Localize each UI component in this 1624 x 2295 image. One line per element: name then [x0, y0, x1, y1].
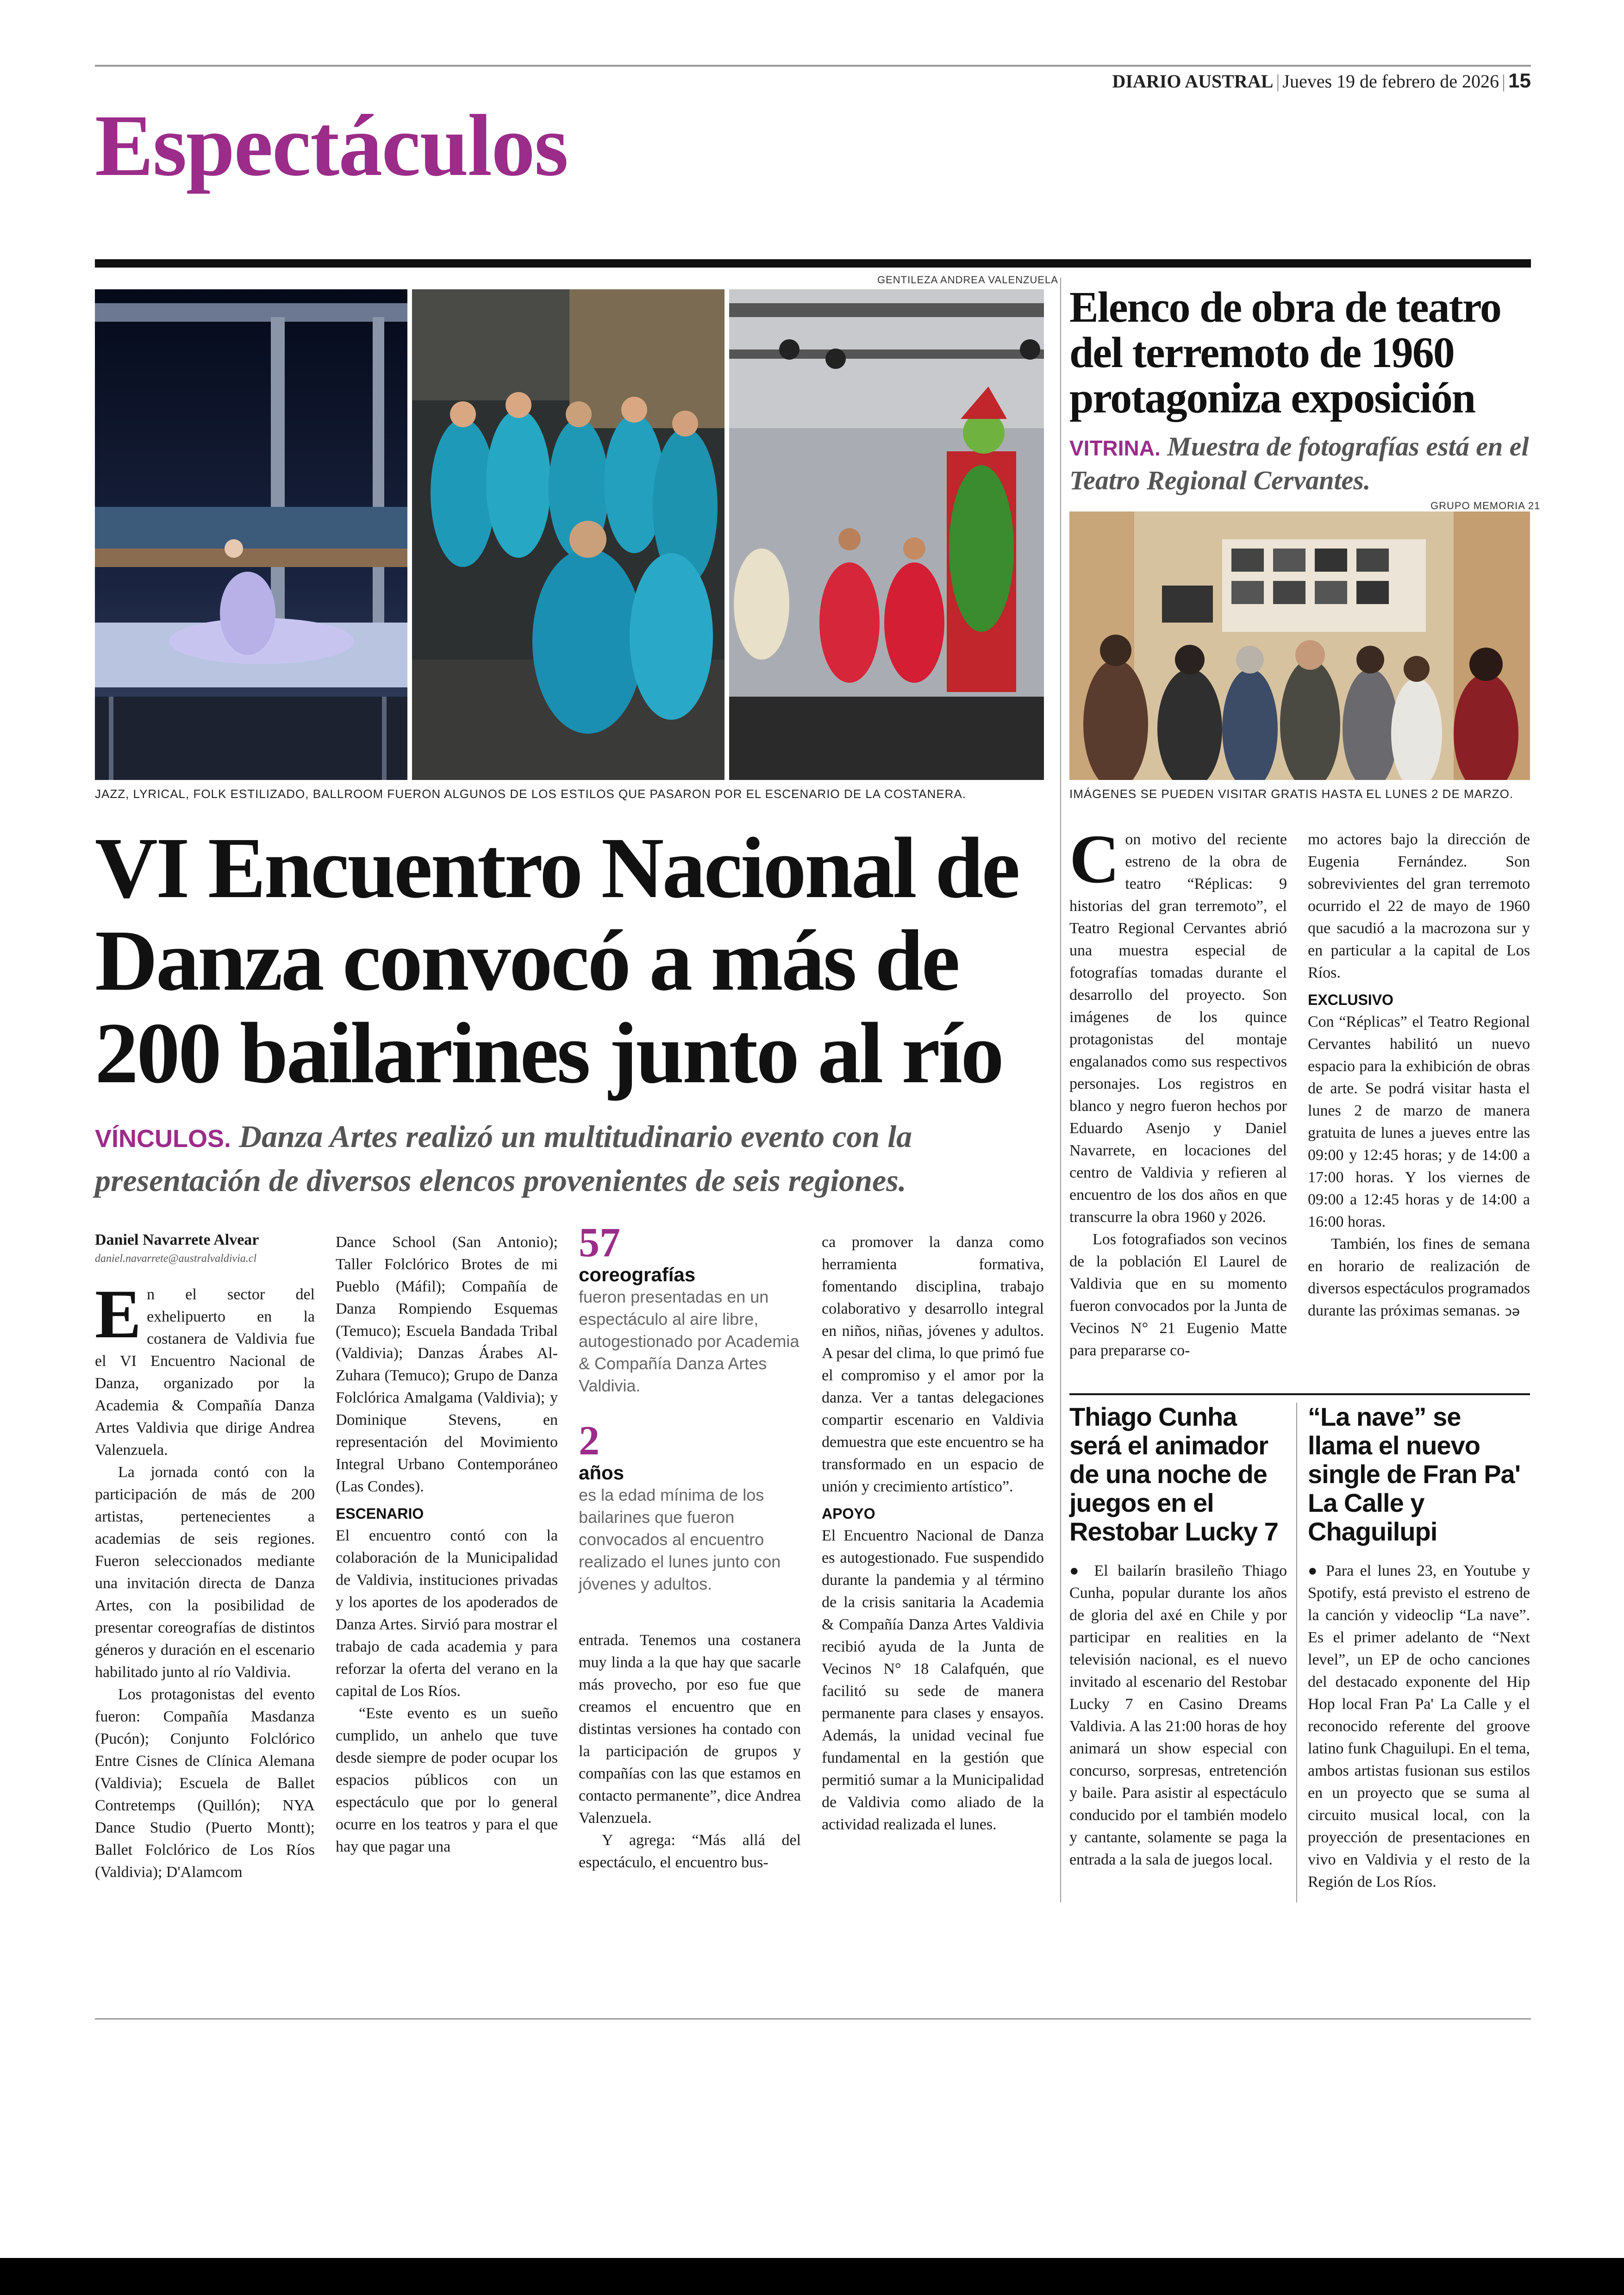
- author-email[interactable]: daniel.navarrete@australvaldivia.cl: [95, 1253, 257, 1265]
- grinch-costume-dancers-photo: [729, 289, 1044, 780]
- stat-description: fueron presentadas en un espectáculo al aire libre, autogestionado por Academia & Compañía Danza Artes Valdivia.: [579, 1287, 800, 1395]
- end-mark-icon: ɔə: [1505, 1303, 1520, 1319]
- headline-line: Danza convocó a más de: [95, 912, 958, 1009]
- main-deck: [95, 1116, 1049, 1201]
- subhead: EXCLUSIVO: [1308, 992, 1393, 1008]
- dropcap: E: [95, 1276, 142, 1353]
- main-headline: [95, 819, 1049, 1101]
- main-photo-caption: JAZZ, LYRICAL, FOLK ESTILIZADO, BALLROOM FUERON ALGUNOS DE LOS ESTILOS QUE PASARON POR EL ESCENARIO DE LA COSTANERA.: [95, 787, 967, 801]
- subhead: APOYO: [822, 1505, 875, 1522]
- newspaper-name: DIARIO AUSTRAL: [1112, 71, 1274, 92]
- article-text: En el sector del exhelipuerto en la costanera de Valdivia fue el VI Encuentro Nacional de Danza, organizado por la Academia & Compañía Danza Artes Valdivia que dirige Andrea Valenzuela. La jornada contó con la participación de más de 200 artistas, pertenecientes a academias de seis regiones. Fueron seleccionados mediante una invitación directa de Danza Artes, con la posibilidad de presentar coreografías de distintos géneros y duración en el escenario habilitado junto al río Valdivia. Los protagonistas del evento fueron: Compañía Masdanza (Pucón); Conjunto Folclórico Entre Cisnes de Clínica Alemana (Valdivia); Escuela de Ballet Contretemps (Quillón); NYA Dance Studio (Puerto Montt); Ballet Folclórico de Los Ríos (Valdivia); D'Alamcom: [95, 1276, 315, 1881]
- brief-headline: “La nave” se llama el nuevo single de Fran Pa' La Calle y Chaguilupi: [1308, 1402, 1521, 1546]
- headline-line: del terremoto de 1960: [1069, 329, 1454, 377]
- column-divider: [1296, 1403, 1297, 1902]
- stat-label: años: [579, 1462, 625, 1484]
- headline-line: Elenco de obra de teatro: [1069, 283, 1501, 331]
- page-number: 15: [1508, 69, 1531, 92]
- section-rule: [95, 259, 1531, 268]
- headline-line: protagoniza exposición: [1069, 374, 1475, 422]
- masthead: DIARIO AUSTRAL | Jueves 19 de febrero de 2026 | 15: [1112, 69, 1531, 92]
- deck-text: Danza Artes realizó un multitudinario evento con la presentación de diversos elencos provenientes de seis regiones.: [95, 1119, 912, 1198]
- exhibition-visitors-photo: [1069, 511, 1530, 780]
- brief-body: ● El bailarín brasileño Thiago Cunha, popular durante los años de gloria del axé en Chile y por participar en realities en la televisión nacional, es el nuevo invitado al escenario del Restobar Lucky 7 en Casino Dreams Valdivia. A las 21:00 horas de hoy animará un show especial con concurso, sorpresas, entretención y baile. Para asistir al espectáculo conducido por el también modelo y cantante, solamente se paga la entrada a la sala de juegos local.: [1069, 1562, 1287, 1868]
- deck-text: Muestra de fotografías está en el Teatro Regional Cervantes.: [1069, 431, 1529, 495]
- brief-headline: Thiago Cunha será el animador de una noche de juegos en el Restobar Lucky 7: [1069, 1402, 1278, 1546]
- side-photo-caption: IMÁGENES SE PUEDEN VISITAR GRATIS HASTA EL LUNES 2 DE MARZO.: [1069, 787, 1514, 801]
- dropcap: C: [1069, 821, 1120, 898]
- article-column: Dance School (San Antonio); Taller Folclórico Brotes de mi Pueblo (Máfil); Compañía de Danza Rompiendo Esquemas (Temuco); Escuela Bandada Tribal (Valdivia); Danzas Árabes Al-Zuhara (Temuco); Grupo de Danza Folclórica Amalgama (Valdivia); y Dominique Stevens, en representación del Movimiento Integral Urbano Contemporáneo (Las Condes). ESCENARIO El encuentro contó con la colaboración de la Municipalidad de Valdivia, instituciones privadas y los aportes de los apoderados de Danza Artes. Sirvió para mostrar el trabajo de cada academia y para reforzar la oferta del verano en la capital de Los Ríos. “Este evento es un sueño cumplido, un anhelo que tuve desde siempre de poder ocupar los espacios públicos con un espectáculo que por lo general ocurre en los teatros y para el que hay que pagar una: [336, 1234, 558, 1855]
- photo-credit: GENTILEZA ANDREA VALENZUELA: [877, 274, 1058, 286]
- subhead: ESCENARIO: [336, 1505, 424, 1522]
- bottom-bar: [0, 2258, 1624, 2295]
- kicker: VÍNCULOS.: [95, 1125, 231, 1153]
- side-article-column: mo actores bajo la dirección de Eugenia Fernández. Son sobrevivientes del gran terremoto ocurrido el 22 de mayo de 1960 que sacudió a la macrozona sur y en particular a la capital de Los Ríos. EXCLUSIVO Con “Réplicas” el Teatro Regional Cervantes habilitó un nuevo espacio para la exhibición de obras de arte. Se podrá visitar hasta el lunes 2 de marzo de manera gratuita de lunes a jueves entre las 09:00 y 12:45 horas; y de 14:00 a 17:00 horas. Y los viernes de 09:00 a 12:45 horas y de 14:00 a 16:00 horas. También, los fines de semana en horario de realización de diversos espectáculos programados durante las próximas semanas. ɔə: [1308, 831, 1530, 1319]
- stats-box: [579, 1222, 810, 1595]
- brief-item: [1069, 1403, 1287, 1871]
- briefs-rule: [1069, 1393, 1530, 1395]
- top-margin: [0, 0, 1624, 14]
- side-article-column: Con motivo del reciente estreno de la obra de teatro “Réplicas: 9 historias del gran terremoto”, el Teatro Regional Cervantes abrió una muestra especial de fotografías tomadas durante el desarrollo del proyecto. Son imágenes de los quince protagonistas del montaje engalanados como sus respectivos personajes. Los registros en blanco y negro fueron hechos por Eduardo Asenjo y Daniel Navarrete, en locaciones del centro de Valdivia y refieren al encuentro de los dos años en que transcurre la obra 1960 y 2026. Los fotografiados son vecinos de la población El Laurel de Valdivia que en su momento fueron convocados por la Junta de Vecinos N° 21 Eugenio Matte para prepararse co-: [1069, 821, 1287, 1359]
- section-title: Espectáculos: [95, 97, 568, 194]
- publication-date: Jueves 19 de febrero de 2026: [1282, 71, 1499, 92]
- stat-number: 2: [579, 1418, 600, 1464]
- article-column: entrada. Tenemos una costanera muy linda a la que hay que sacarle más provecho, por eso fue que creamos el encuentro que en distintas versiones ha contado con la participación de grupos y compañías con las que estamos en contacto permanente”, dice Andrea Valenzuela. Y agrega: “Más allá del espectáculo, el encuentro bus-: [579, 1632, 801, 1871]
- headline-line: 200 bailarines junto al río: [95, 1004, 1003, 1101]
- stat-description: es la edad mínima de los bailarines que fueron convocados al encuentro realizado el lunes junto con jóvenes y adultos.: [579, 1485, 781, 1593]
- column-divider: [1060, 278, 1061, 1902]
- article-column: ca promover la danza como herramienta formativa, fomentando disciplina, trabajo colaborativo y desarrollo integral en niños, niñas, jóvenes y adultos. A pesar del clima, lo que primó fue el compromiso y el amor por la danza. Ver a tantas delegaciones compartir escenario en Valdivia demuestra que este encuentro se ha transformado en un espacio de unión y crecimiento artístico”. APOYO El Encuentro Nacional de Danza es autogestionado. Fue suspendido durante la pandemia y al término de la crisis sanitaria la Academia & Compañía Danza Artes Valdivia recibió ayuda de la Junta de Vecinos N° 18 Calafquén, que facilitó su sede de manera permanente para clases y ensayos. Además, la unidad vecinal fue fundamental en la gestión que permitió sumar a la Municipalidad de Valdivia como aliado de la actividad realizada el lunes.: [822, 1234, 1044, 1833]
- byline: Daniel Navarrete Alvear: [95, 1231, 259, 1248]
- folk-dancers-group-photo: [412, 289, 725, 780]
- stat-number: 57: [579, 1220, 620, 1266]
- ballet-dancer-stage-photo: [95, 289, 407, 780]
- photo-credit: GRUPO MEMORIA 21: [1430, 500, 1541, 511]
- footer-rule: [95, 2018, 1531, 2020]
- stat-label: coreografías: [579, 1264, 696, 1285]
- side-deck: [1069, 430, 1532, 497]
- header-rule: [95, 65, 1531, 67]
- side-headline: [1069, 285, 1532, 421]
- headline-line: VI Encuentro Nacional de: [95, 819, 1018, 916]
- article-column: [95, 1231, 315, 1883]
- kicker: VITRINA.: [1069, 436, 1161, 460]
- brief-item: [1308, 1403, 1530, 1893]
- brief-body: ● Para el lunes 23, en Youtube y Spotify, está previsto el estreno de la canción y videoclip “La nave”. Es el primer adelanto de “Next level”, un EP de ocho canciones del destacado exponente del Hip Hop local Fran Pa' La Calle y el reconocido referente del groove latino funk Chaguilupi. En el tema, ambos artistas fusionan sus estilos en un proyecto que se suma al circuito musical local, con la proyección de presentaciones en vivo en Valdivia y el resto de la Región de Los Ríos.: [1308, 1562, 1530, 1890]
